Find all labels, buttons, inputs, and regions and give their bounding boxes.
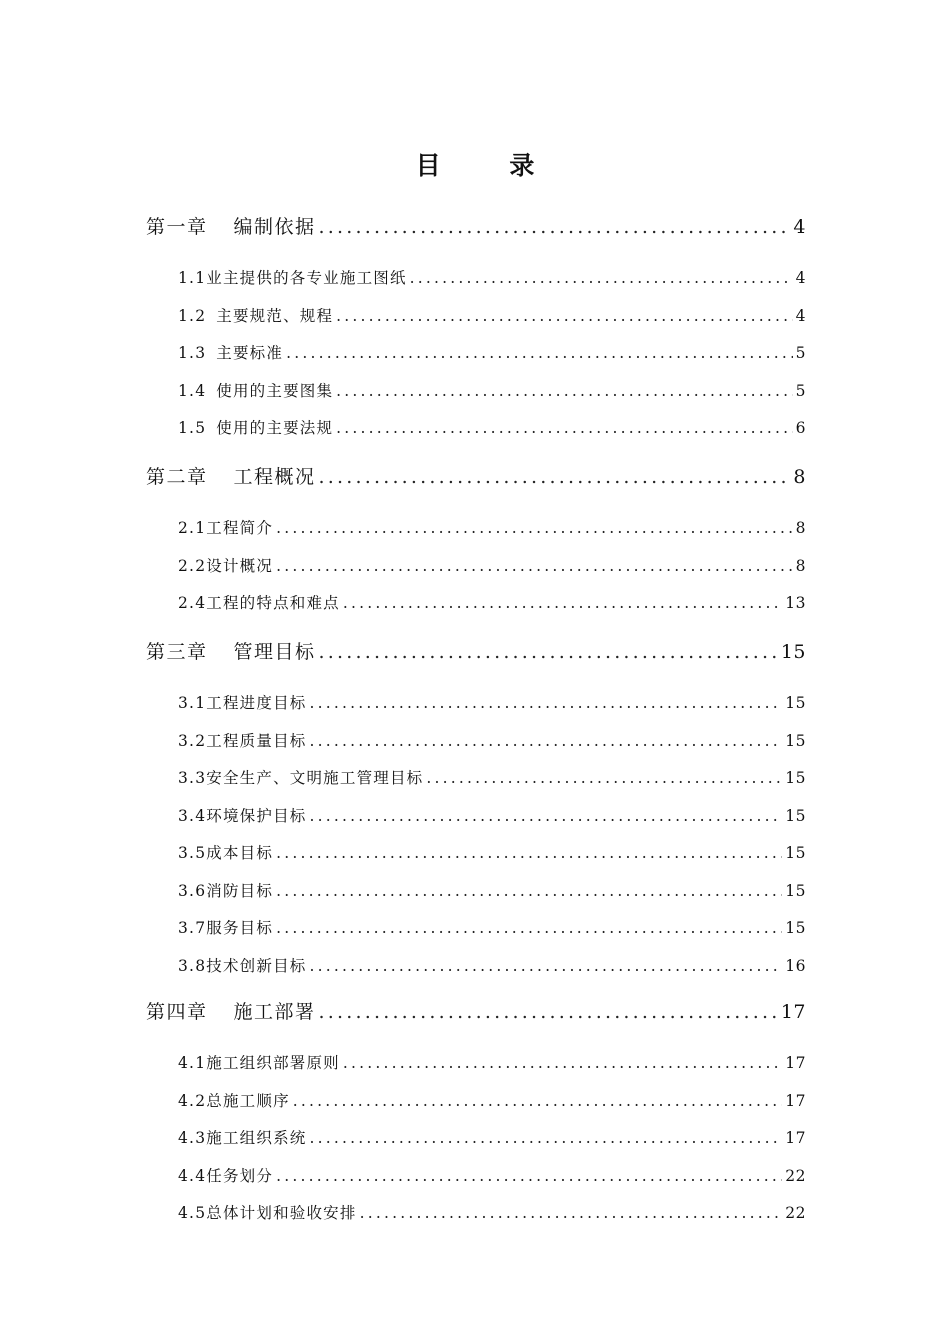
dot-leader (276, 844, 782, 862)
section-page-number: 4 (795, 306, 806, 325)
section-title: 设计概况 (206, 556, 274, 575)
section-title: 工程质量目标 (206, 731, 307, 750)
toc-section-entry[interactable] (178, 954, 806, 976)
section-number: 4.2 (178, 1091, 207, 1110)
chapter-number: 第二章 (146, 466, 208, 488)
dot-leader (319, 1001, 778, 1023)
section-page-number: 15 (785, 694, 806, 712)
section-title: 服务目标 (206, 919, 274, 937)
section-title: 使用的主要图集 (216, 381, 334, 400)
toc-chapter-entry[interactable] (146, 212, 806, 239)
section-page-number: 15 (785, 881, 806, 900)
section-title: 主要规范、规程 (216, 306, 334, 325)
section-page-number: 6 (795, 419, 806, 437)
section-number: 3.5 (178, 844, 207, 862)
section-number: 4.3 (178, 1129, 207, 1147)
section-number: 1.1 (178, 269, 207, 287)
section-page-number: 8 (795, 556, 806, 575)
section-page-number: 15 (785, 919, 806, 937)
section-number: 3.7 (178, 919, 207, 937)
toc-section-entry[interactable] (178, 1051, 806, 1073)
section-title: 业主提供的各专业施工图纸 (206, 269, 407, 287)
toc-chapter-entry[interactable] (146, 637, 806, 664)
toc-section-entry[interactable] (178, 379, 806, 401)
toc-section-entry[interactable] (178, 804, 806, 826)
section-number: 1.5 (178, 419, 207, 437)
section-page-number: 22 (785, 1166, 806, 1185)
section-title: 主要标准 (216, 344, 284, 362)
section-title: 安全生产、文明施工管理目标 (206, 769, 424, 787)
section-page-number: 8 (795, 519, 806, 537)
dot-leader (426, 769, 782, 787)
section-page-number: 17 (785, 1091, 806, 1110)
section-page-number: 15 (785, 806, 806, 825)
toc-section-entry[interactable] (178, 1201, 806, 1223)
section-title: 使用的主要法规 (216, 419, 334, 437)
section-page-number: 4 (795, 269, 806, 287)
dot-leader (319, 641, 778, 663)
dot-leader (360, 1204, 783, 1222)
section-number: 3.1 (178, 694, 207, 712)
section-number: 1.4 (178, 381, 207, 400)
dot-leader (276, 882, 782, 900)
dot-leader (309, 694, 782, 712)
chapter-page-number: 15 (780, 641, 806, 663)
toc-section-entry[interactable] (178, 591, 806, 613)
section-number: 4.4 (178, 1166, 207, 1185)
dot-leader (343, 594, 782, 612)
section-number: 1.3 (178, 344, 207, 362)
toc-chapter-entry[interactable] (146, 462, 806, 489)
section-page-number: 5 (795, 344, 806, 362)
toc-section-entry[interactable] (178, 341, 806, 363)
chapter-title: 施工部署 (233, 1001, 316, 1023)
toc-section-entry[interactable] (178, 691, 806, 713)
section-title: 环境保护目标 (206, 806, 307, 825)
section-number: 3.8 (178, 956, 207, 975)
section-title: 总体计划和验收安排 (206, 1204, 357, 1222)
chapter-title: 编制依据 (233, 216, 316, 238)
section-title: 成本目标 (206, 844, 274, 862)
dot-leader (276, 919, 782, 937)
section-page-number: 17 (785, 1054, 806, 1072)
toc-section-entry[interactable] (178, 554, 806, 576)
dot-leader (336, 382, 792, 400)
section-number: 3.6 (178, 881, 207, 900)
toc-section-entry[interactable] (178, 729, 806, 751)
section-number: 1.2 (178, 306, 207, 325)
section-title: 任务划分 (206, 1166, 274, 1185)
toc-section-entry[interactable] (178, 841, 806, 863)
chapter-page-number: 4 (793, 216, 806, 238)
section-title: 施工组织部署原则 (206, 1054, 340, 1072)
dot-leader (276, 519, 793, 537)
dot-leader (309, 957, 782, 975)
section-number: 3.4 (178, 806, 207, 825)
dot-leader (336, 419, 792, 437)
section-page-number: 13 (785, 594, 806, 612)
chapter-title: 工程概况 (233, 466, 316, 488)
dot-leader (336, 307, 792, 325)
section-page-number: 15 (785, 731, 806, 750)
dot-leader (309, 1129, 782, 1147)
section-number: 4.5 (178, 1204, 207, 1222)
toc-section-entry[interactable] (178, 879, 806, 901)
toc-section-entry[interactable] (178, 516, 806, 538)
toc-title: 目 录 (415, 151, 565, 180)
chapter-page-number: 8 (793, 466, 806, 488)
section-page-number: 15 (785, 769, 806, 787)
toc-section-entry[interactable] (178, 1126, 806, 1148)
section-number: 2.1 (178, 519, 207, 537)
section-page-number: 17 (785, 1129, 806, 1147)
section-page-number: 5 (795, 381, 806, 400)
dot-leader (293, 1092, 782, 1110)
section-title: 施工组织系统 (206, 1129, 307, 1147)
toc-chapter-entry[interactable] (146, 997, 806, 1024)
section-title: 工程简介 (206, 519, 274, 537)
section-title: 工程的特点和难点 (206, 594, 340, 612)
toc-section-entry[interactable] (178, 1089, 806, 1111)
toc-section-entry[interactable] (178, 916, 806, 938)
chapter-number: 第一章 (146, 216, 208, 238)
section-number: 2.4 (178, 594, 207, 612)
toc-section-entry[interactable] (178, 766, 806, 788)
dot-leader (286, 344, 793, 362)
toc-section-entry[interactable] (178, 1164, 806, 1186)
dot-leader (319, 466, 791, 488)
dot-leader (276, 1167, 782, 1185)
section-number: 4.1 (178, 1054, 207, 1072)
section-title: 总施工顺序 (206, 1091, 290, 1110)
toc-section-entry[interactable] (178, 266, 806, 288)
dot-leader (309, 807, 782, 825)
chapter-number: 第三章 (146, 641, 208, 663)
section-page-number: 16 (785, 956, 806, 975)
section-title: 消防目标 (206, 881, 274, 900)
section-page-number: 22 (785, 1204, 806, 1222)
dot-leader (343, 1054, 782, 1072)
toc-section-entry[interactable] (178, 304, 806, 326)
section-title: 技术创新目标 (206, 956, 307, 975)
chapter-number: 第四章 (146, 1001, 208, 1023)
section-number: 3.3 (178, 769, 207, 787)
dot-leader (309, 732, 782, 750)
dot-leader (410, 269, 793, 287)
toc-section-entry[interactable] (178, 416, 806, 438)
dot-leader (319, 216, 791, 238)
section-page-number: 15 (785, 844, 806, 862)
dot-leader (276, 557, 793, 575)
section-title: 工程进度目标 (206, 694, 307, 712)
section-number: 2.2 (178, 556, 207, 575)
chapter-page-number: 17 (780, 1001, 806, 1023)
chapter-title: 管理目标 (233, 641, 316, 663)
section-number: 3.2 (178, 731, 207, 750)
